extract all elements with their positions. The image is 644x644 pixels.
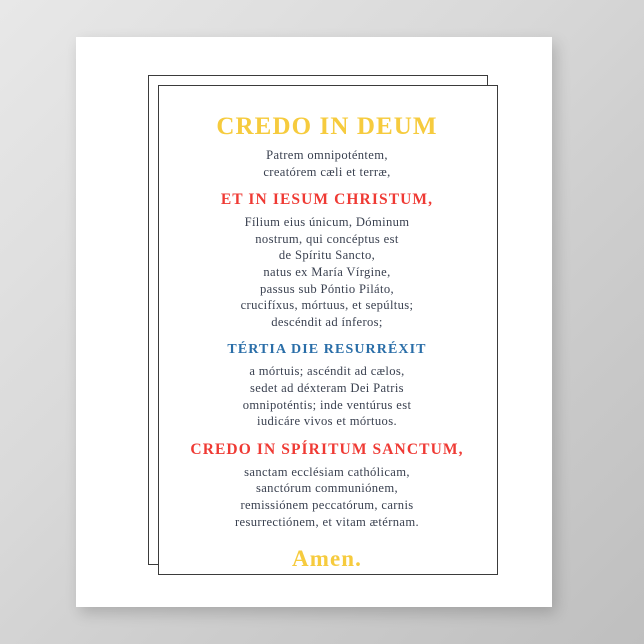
stanza-3-line: iudicáre vivos et mórtuos. xyxy=(257,414,397,429)
stanza-2-line: natus ex María Vírgine, xyxy=(263,264,391,279)
amen-heading: Amen. xyxy=(291,546,363,572)
stanza-2-line: passus sub Póntio Piláto, xyxy=(259,281,394,296)
credo-in-spiritum-sanctum-heading: CREDO IN SPÍRITUM SANCTUM, xyxy=(190,440,464,458)
tertia-die-resurrexit-heading: TÉRTIA DIE RESURRÉXIT xyxy=(227,342,427,358)
stanza-4-line: sanctórum communiónem, xyxy=(255,481,398,496)
stanza-1-line: Patrem omnipoténtem, xyxy=(266,148,388,162)
stanza-2-line: nostrum, qui concéptus est xyxy=(255,231,399,246)
stanza-3-line: a mórtuis; ascéndit ad cælos, xyxy=(249,364,405,379)
poster-sheet xyxy=(76,37,552,607)
stanza-4-line: resurrectiónem, et vitam ætérnam. xyxy=(235,514,419,529)
stanza-1-line: creatórem cæli et terræ, xyxy=(263,164,391,179)
credo-title: CREDO IN DEUM xyxy=(216,113,438,140)
stanza-4-line: remissiónem peccatórum, carnis xyxy=(240,497,414,512)
stanza-3-line: omnipoténtis; inde ventúrus est xyxy=(242,397,412,412)
stanza-2-line: de Spíritu Sancto, xyxy=(278,248,376,263)
stanza-3-line: sedet ad déxteram Dei Patris xyxy=(250,380,404,395)
poster-text-content xyxy=(158,85,496,573)
stanza-2-line: descéndit ad ínferos; xyxy=(271,314,383,329)
et-in-iesum-christum-heading: ET IN IESUM CHRISTUM, xyxy=(220,191,434,209)
stanza-2-line: crucifíxus, mórtuus, et sepúltus; xyxy=(240,298,414,313)
stanza-4-line: sanctam ecclésiam cathólicam, xyxy=(244,464,410,479)
stanza-2-line: Fílium eius únicum, Dóminum xyxy=(244,215,410,230)
